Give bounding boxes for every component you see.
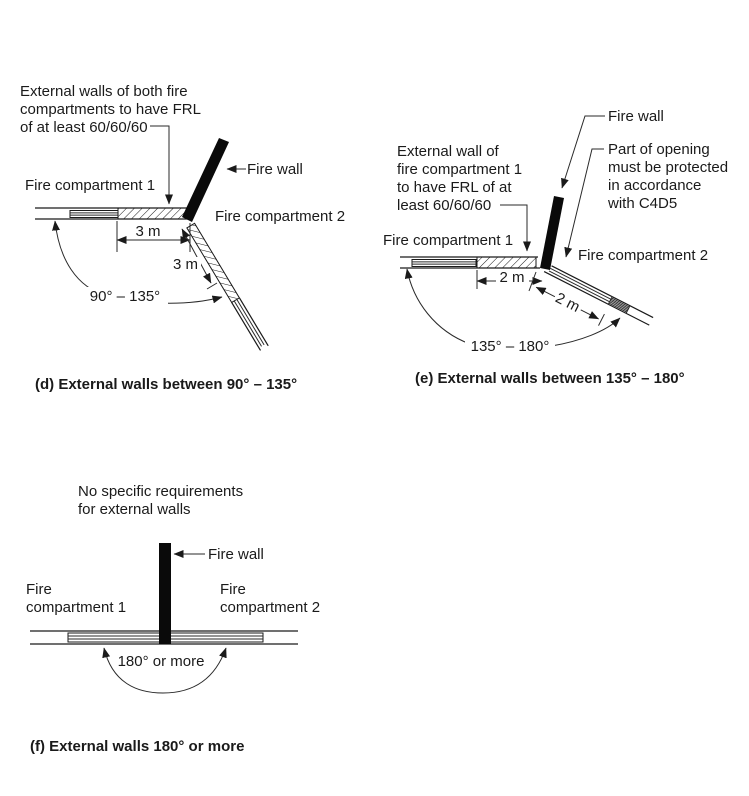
d-note-line1: External walls of both fire — [20, 83, 188, 100]
d-wall-hatched-segment — [118, 208, 188, 219]
f-note-line1: No specific requirements — [78, 483, 244, 500]
e-opening-leader-arrow — [566, 149, 604, 257]
d-note-line3: of at least 60/60/60 — [20, 119, 148, 136]
d-sloped-inner2 — [234, 301, 261, 346]
e-opening-line4: with C4D5 — [608, 195, 678, 212]
e-fire-wall-label: Fire wall — [608, 108, 664, 125]
e-dim-side-group — [533, 279, 606, 327]
d-fire-wall-label: Fire wall — [247, 161, 303, 178]
d-dim-top-label: 3 m — [135, 223, 161, 240]
d-dim-side-tick — [207, 283, 217, 289]
diagram-e — [383, 108, 728, 387]
e-dim-side-label: 2 m — [552, 289, 583, 316]
e-compartment2-label: Fire compartment 2 — [578, 247, 709, 264]
e-caption: (e) External walls between 135° – 180° — [415, 370, 685, 387]
f-compartment1-line2: compartment 1 — [26, 599, 127, 616]
f-note-line2: for external walls — [78, 501, 191, 518]
e-dim-side-tick — [599, 314, 605, 326]
e-angle-label: 135° – 180° — [470, 338, 550, 355]
e-wall-hatched-segment — [477, 257, 536, 268]
e-opening-line2: must be protected — [608, 159, 729, 176]
e-fire-wall-leader-arrow — [562, 116, 605, 188]
e-fire-wall-bar — [540, 196, 564, 270]
e-wall-lined-segment — [412, 260, 476, 267]
d-compartment1-label: Fire compartment 1 — [25, 177, 156, 194]
d-sloped-inner1 — [237, 299, 264, 344]
f-fire-wall-bar — [159, 543, 171, 644]
diagram-d — [20, 83, 345, 393]
e-note-line4: least 60/60/60 — [397, 197, 492, 214]
d-angle-label: 90° – 135° — [89, 288, 161, 305]
e-dim-top-label: 2 m — [499, 269, 525, 286]
e-compartment1-label: Fire compartment 1 — [383, 232, 514, 249]
e-note-line3: to have FRL of at — [397, 179, 512, 196]
f-compartment1-line1: Fire — [26, 581, 52, 598]
e-note-line1: External wall of — [397, 143, 499, 160]
e-note-line2: fire compartment 1 — [397, 161, 523, 178]
d-wall-lined-segment — [70, 211, 118, 218]
d-sloped-wall — [187, 223, 268, 350]
d-caption: (d) External walls between 90° – 135° — [35, 376, 298, 393]
f-compartment2-line2: compartment 2 — [220, 599, 321, 616]
f-angle-label: 180° or more — [117, 653, 205, 670]
f-compartment2-line1: Fire — [220, 581, 246, 598]
d-compartment2-label: Fire compartment 2 — [215, 208, 346, 225]
e-opening-line1: Part of opening — [608, 141, 710, 158]
d-note-line2: compartments to have FRL — [20, 101, 201, 118]
d-dim-side-label: 3 m — [173, 256, 199, 273]
e-opening-line3: in accordance — [608, 177, 702, 194]
f-caption: (f) External walls 180° or more — [30, 738, 245, 755]
diagram-f — [26, 483, 320, 755]
f-fire-wall-label: Fire wall — [208, 546, 264, 563]
